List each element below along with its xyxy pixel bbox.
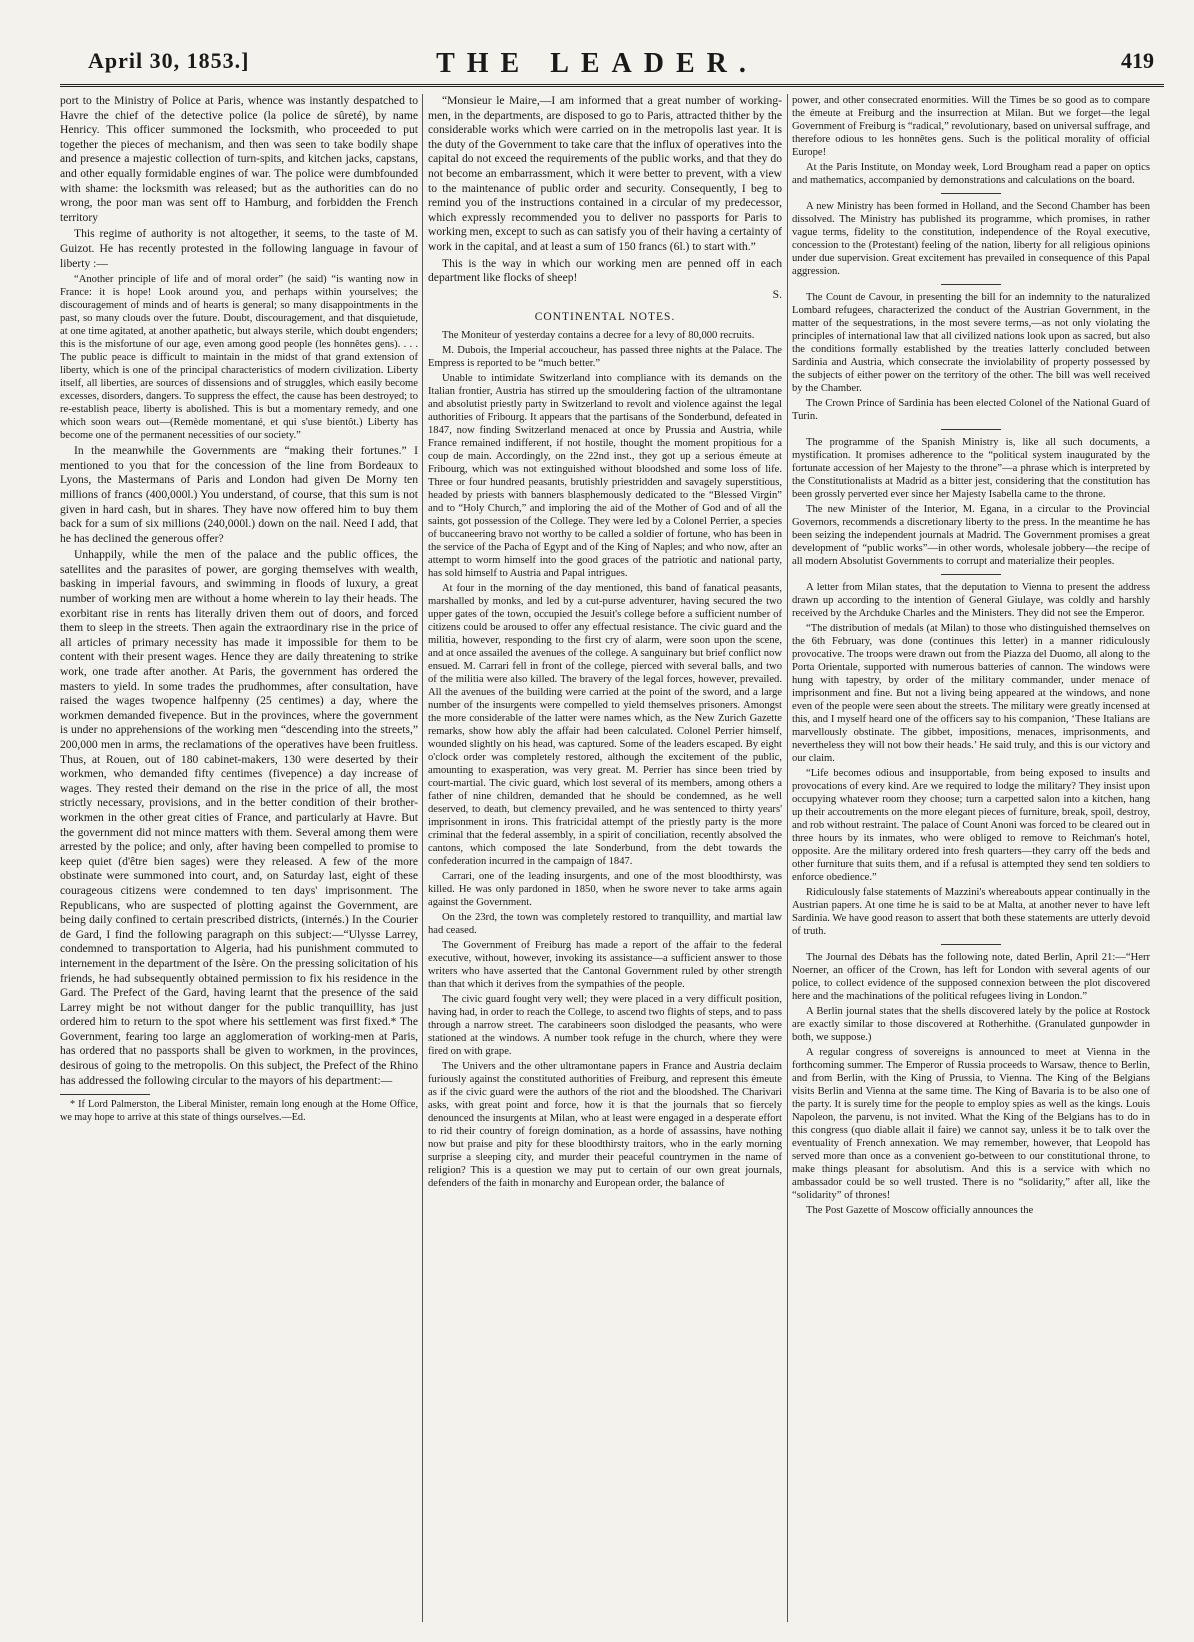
separator — [941, 284, 1001, 285]
quoted-paragraph: “Life becomes odious and insupportable, from being exposed to insults and provocations of every kind. Are we required to lodge the military? They insist upon occupying whatever room they choose; turn a carpetted salon into a kitchen, hang up their accoutrements on the more elegant pieces of furniture, break, spoil, destroy, and rob without restraint. The palace of Count Anoni was forced to be cleared out in three hours by its inmates, who were obliged to remove to Reichman's hotel, opposite. Are the military ordered into fresh quarters—they carry off the beds and other furniture that suits them, and if a refusal is attempted they send ten soldiers to enforce obedience.” — [792, 768, 1150, 883]
separator — [941, 429, 1001, 430]
separator — [941, 944, 1001, 945]
separator — [941, 193, 1001, 194]
paragraph: Unhappily, while the men of the palace and the public offices, the satellites and the parasites of power, are gorging themselves with wealth, basking in imperial favours, and swimming in floods of luxury, a great number of working men are without a home wherein to lay their heads. The exorbitant rise in rents has literally driven them out of doors, and forced them to sleep in the streets. Then again the extraordinary rise in the price of all articles of primary necessity has made it impossible for them to be content with their present wages. Hence they are daily threatening to strike work, one trade after another. At Paris, the government has ordered the masters to yield. In some trades the prudhommes, after consultation, have raised the wages twopence halfpenny (25 centimes) a day, where the workmen demanded fivepence. But in the provinces, where the government is under no apprehensions of the working men “descending into the streets,” 200,000 men in arms, the reclamations of the operatives have been fruitless. Thus, at Rouen, out of 180 cabinet-makers, 130 were deserted by their workmen, who demanded fifty centimes (fivepence) a day increase of wages. They rested their demand on the rise in the price of all, the most strictly necessary, provisions, and in the better condition of their brother-workmen in the other great cities of France, and particularly at Havre. But the government did not mince matters with them. Several among them were arrested by the police; and only, after having been compelled to promise to keep quiet (d'être bien sages) were they released. A few of the more obstinate were summoned into court, and, on Saturday last, eight of these courageous citizens were condemned to ten days' imprisonment. The Republicans, who are suspected of plotting against the Government, are being daily confined to certain prescribed districts, (internés.) In the Courier de Gard, I find the following paragraph on this subject:—“Ulysse Larrey, condemned to transportation to Algeria, had his punishment commuted to internement in the department of the Isère. On the pressing solicitation of his friends, he had subsequently obtained permission to fix his residence in the Gard. The Prefect of the Gard, having learnt that the presence of the said Larrey might be not without danger for the public tranquillity, has just ordered him to return to the spot where his settlement was first fixed.* The Government, fearing too large an agglomeration of working-men at Paris, has ordered that no passports shall be given to workmen, in the provinces, desirous of going to the metropolis. On this subject, the Prefect of the Rhino has addressed the following circular to the mayors of his department:— — [60, 548, 418, 1087]
separator — [941, 574, 1001, 575]
paragraph: The Government of Freiburg has made a report of the affair to the federal executive, without, however, invoking its assistance—a sufficient answer to those writers who have asserted that the Cantonal Government ruled by other strength than that which it derives from the sympathies of the people. — [428, 939, 782, 990]
paragraph: This is the way in which our working men are penned off in each department like flocks of sheep! — [428, 256, 782, 285]
signature: S. — [772, 287, 782, 301]
paragraph: M. Dubois, the Imperial accoucheur, has passed three nights at the Palace. The Empress is reported to be “much better.” — [428, 344, 782, 369]
column-divider — [422, 94, 423, 1622]
paragraph: Unable to intimidate Switzerland into compliance with its demands on the Italian frontier, Austria has stirred up the smouldering faction of the ultramontane and absolutist priestly party in Switzerland to revolt and violence against the legal authorities of Fribourg. It appears that the partisans of the Sonderbund, defeated in 1847, now finding Switzerland menaced at once by Prussia and Austria, while France remained indifferent, if not hostile, thought the moment propitious for a coup de main. Accordingly, on the 22nd inst., they got up a serious émeute at Fribourg, which was not extinguished without bloodshed and some loss of life. Three or four hundred peasants, brutishly priestridden and savagely superstitious, headed by priests with banners blasphemously dedicated to the “Blessed Virgin” and to “Holy Church,” and imploring the aid of the Mother of God and of all the saints, got possession of the College. They were led by a Colonel Perrier, a species of buccaneering bravo not worthy to be called a soldier of fortune, who has been in the service of the Pacha of Egypt and of the King of Naples; and who now, after an attempt to worm himself into the good graces of the patriotic and national party, has sold himself to Austria and Papal intrigues. — [428, 372, 782, 579]
paragraph: The Post Gazette of Moscow officially announces the — [806, 1205, 1034, 1216]
paragraph: The Univers and the other ultramontane papers in France and Austria declaim furiously against the constituted authorities of Freiburg, and represent this émeute as if the civic guard were the authors of the riot and the bloodshed. The Charivari asks, with great point and force, how it is that the journals that so fiercely denounced the insurgents at Milan, who at least were engaged in a desperate effort to rid their country of foreign domination, as a horde of assassins, have nothing now but praise and pity for these bloodthirsty traitors, who in the early morning surprise a sleeping city, and murder their peaceful countrymen in the name of religion? This is a question we may put to certain of our own great journals, defenders of the faith in monarchy and European order, the balance of — [428, 1060, 782, 1189]
quoted-paragraph: “Another principle of life and of moral order” (he said) “is wanting now in France: it is hope! Look around you, and perhaps within yourselves; the discouragement of minds and of hearts is general; so many disappointments in the past, so many clouds over the future. Doubt, discouragement, and that disquietude, at one time agitated, at another apathetic, but always sterile, which doubt engenders; this is the misfortune of our age, even among good people (les honnêtes gens). . . . The public peace is difficult to maintain in the midst of that grand extension of liberty, which is one of the principal characteristics of modern civilization. Liberty itself, all liberties, are sources of dissensions and of struggles, which easily become excesses, disorders, dangers. To suppress the effect, the cause has been destroyed; to re-establish peace, liberty is abolished. This is but a momentary remedy, and one which soon wears out—(Remède momentané, et qui s'use bientôt.) Liberty has become one of the permanent necessities of our society.” — [60, 274, 418, 442]
footnote: * If Lord Palmerston, the Liberal Minister, remain long enough at the Home Office, we may hope to arrive at this state of things ourselves.—Ed. — [60, 1099, 418, 1123]
quoted-paragraph: “The distribution of medals (at Milan) to those who distinguished themselves on the 6th February, was done (continues this letter) in a manner ridiculously provocative. The troops were drawn out from the Piazza del Duomo, all along to the Porta Orientale, supported with numerous batteries of cannon. The windows were hung with tapestry, by order of the military commander, under menace of imprisonment and fine. But not a living being appeared at the windows, and none even of the people were seen about the streets. The military were greatly incensed at this, and I myself heard one of the officers say to his companion, ‘These Italians are marvellously obstinate. The gibbet, impositions, menaces, imprisonments, and nevertheless they will not bow their heads.’ He said truly, and this is our victory and our claim. — [792, 623, 1150, 764]
paragraph: The Crown Prince of Sardinia has been elected Colonel of the National Guard of Turin. — [792, 398, 1150, 422]
column-2 — [428, 94, 782, 1622]
issue-date: April 30, 1853.] — [88, 48, 250, 73]
paragraph: A regular congress of sovereigns is announced to meet at Vienna in the forthcoming summer. The Emperor of Russia proceeds to Warsaw, thence to Berlin, and from Berlin, with the King of Prussia, to Vienna. The King of the Belgians visits Berlin and Vienna at the same time. The King of Bavaria is to be also one of the party. It is surely time for the people to employ spies as well as the kings. Louis Napoleon, the parvenu, is not invited. What the King of the Belgians has to do in this congress (quo diable allait il faire) we cannot say, unless it be to talk over the eventuality of French annexation. We may remember, however, that Leopold has served more than once as a convenient go-between to our constitutional throne, to make things pleasant for absolutism. And this is a service with which no ambassador could be so well trusted. There is no “solidarity,” after all, like the “solidarity” of thrones! — [792, 1047, 1150, 1201]
paragraph: Ridiculously false statements of Mazzini's whereabouts appear continually in the Austrian papers. At one time he is said to be at Malta, at another never to have left Sardinia. We have good reason to assert that both these statements are utterly devoid of truth. — [792, 887, 1150, 937]
page-number: 419 — [1121, 48, 1154, 73]
paragraph: A Berlin journal states that the shells discovered lately by the police at Rostock are exactly similar to those discovered at Rotherhithe. (Granulated gunpowder in both, we suppose.) — [792, 1006, 1150, 1043]
column-divider — [787, 94, 788, 1622]
paragraph: A letter from Milan states, that the deputation to Vienna to present the address drawn up according to the intention of General Giulaye, was coldly and harshly received by the Archduke Charles and the Ministers. They did not see the Emperor. — [792, 582, 1150, 619]
paragraph: The Count de Cavour, in presenting the bill for an indemnity to the naturalized Lombard refugees, characterized the conduct of the Austrian Government, in the matter of the sequestrations, in the most severe terms,—as not only violating the principles of international law that all civilized nations look upon as sacred, but also the conditions formally established by the treaties latterly concluded between Sardinia and Austria, which consecrate the inviolability of property possessed by the subjects of either power on the territory of the other. The bill was well received by the Chamber. — [792, 292, 1150, 394]
masthead — [20, 18, 1174, 79]
paragraph: port to the Ministry of Police at Paris, whence was instantly despatched to Havre the chief of the detective police (la police de sûreté), by name Henricy. This officer summoned the locksmith, who proceeded to put together the pieces of mechanism, and then was seen to take bodily shape and presence a majestic collection of turn-spits, and kitchen jacks, capstans, and other equally formidable engines of war. The police were dumbfounded with shame: the locksmith was released; but as the authorities can do no wrong, the poor man was sent off to Hamburg, and forbidden the French territory — [60, 94, 418, 224]
paragraph: Carrari, one of the leading insurgents, and one of the most bloodthirsty, was killed. He was only pardoned in 1850, when he swore never to take arms again against the Government. — [428, 870, 782, 908]
paragraph: The new Minister of the Interior, M. Egana, in a circular to the Provincial Governors, recommends a discretionary liberty to the press. In the meantime he has been seizing the independent journals at Madrid. The Government promises a great development of “public works”—in other words, wholesale jobbery—the recipe of all modern Absolutist Governments to corrupt and materialize their peoples. — [792, 504, 1150, 567]
quoted-paragraph: “Monsieur le Maire,—I am informed that a great number of working-men, in the departments, are disposed to go to Paris, attracted thither by the considerable works which were carried on in the metropolis last year. It is the duty of the Government to take care that the influx of operatives into the capital do not exceed the requirements of the public works, and that they do not become an embarrassment, which it were better to prevent, with a view to the maintenance of public order and security. Consequently, I beg to remind you of the instructions contained in a circular of my predecessor, which expressly recommended you to deliver no passports for Paris to working men, except to such as can satisfy you of their having a certainty of work in the capital, and at least a sum of 150 francs (6l.) to start with.” — [428, 94, 782, 253]
newspaper-title: THE LEADER. — [436, 48, 758, 79]
paragraph: A new Ministry has been formed in Holland, and the Second Chamber has been dissolved. The Ministry has published its programme, which promises, in rather vague terms, fidelity to the constitution, independence of the Royal executive, concession to the (Protestant) feeling of the nation, liberty for all religious opinions under due supervision. Great excitement has prevailed in consequence of this Papal aggression. — [792, 201, 1150, 277]
paragraph: In the meanwhile the Governments are “making their fortunes.” I mentioned to you that for the concession of the line from Bordeaux to Lyons, the Mastermans of Paris and London had given De Morny ten millions of francs (400,000l.) You understand, of course, that this sum is not given in hard cash, but in shares. They have now offered him to buy them back for a sum of six millions (240,000l.) down on the nail. Need I add, that he has declined the generous offer? — [60, 444, 418, 545]
paragraph: power, and other consecrated enormities. Will the Times be so good as to compare the émeute at Freiburg and the insurrection at Milan. But we forget—the legal Government of Freiburg is “radical,” revolutionary, based on universal suffrage, and therefore odious to les honnêtes gens. Such is the political morality of official Europe! — [792, 95, 1150, 158]
paragraph: The Journal des Débats has the following note, dated Berlin, April 21:—“Herr Noerner, an officer of the Crown, has left for London with several agents of our police, to collect evidence of the supposed connexion between the plot discovered here and the machinations of the political refugees living in London.” — [792, 952, 1150, 1002]
paragraph: At four in the morning of the day mentioned, this band of fanatical peasants, marshalled by monks, and led by a cut-purse adventurer, having secured the two upper gates of the town, occupied the Jesuit's college before a sufficient number of citizens could be aroused to offer any effectual resistance. The civic guard and the militia, however, responding to the first cry of alarm, were soon upon the scene, and at once assailed the avenues of the college. A sanguinary but brief conflict now ensued. M. Carrari fell in front of the college, pierced with several balls, and two of the militia were also killed. The bravery of the legal forces, however, prevailed. All the avenues of the building were carried at the point of the sword, and a large number of the insurgents were compelled to yield themselves prisoners. Amongst the more considerable of the latter were names which, as the New Zurich Gazette remarks, show how ably the affair had been calculated. Colonel Perrier himself, wounded slightly on his head, was captured. Some of the leaders escaped. By eight o'clock order was completely restored, although the excitement of the public, amounting to exasperation, was very great. M. Perrier has since been tried by court-martial. The civic guard, which lost several of its members, among others a father of nine children, demanded that he should be condemned, as he well deserved, to death, but clemency prevailed, and he was sentenced to thirty years' imprisonment in irons. This fratricidal attempt of the priestly party is the more criminal that the federal assembly, in a spirit of conciliation, recently absolved the cantons, which composed the late Sonderbund, from the debt towards the confederation incurred in the campaign of 1847. — [428, 582, 782, 867]
paragraph: The civic guard fought very well; they were placed in a very difficult position, having had, in order to reach the College, to ascend two flights of steps, and to pass through a narrow street. The carabineers soon dislodged the peasants, who were stationed at the windows. A number took refuge in the church, where they were fired on with grape. — [428, 993, 782, 1057]
paragraph: This regime of authority is not altogether, it seems, to the taste of M. Guizot. He has recently protested in the following language in favour of liberty :— — [60, 227, 418, 270]
paragraph: The programme of the Spanish Ministry is, like all such documents, a mystification. It promises adherence to the “political system inaugurated by the fortunate accession of her Majesty to the throne”—a phrase which is interpreted by the Constitutionalists at Madrid as a bitter jest, considering that the constitution has been grossly perverted ever since her Majesty Isabella came to the throne. — [792, 437, 1150, 500]
paragraph: On the 23rd, the town was completely restored to tranquillity, and martial law had ceased. — [428, 911, 782, 936]
section-heading: CONTINENTAL NOTES. — [534, 311, 676, 324]
footnote-rule — [60, 1094, 150, 1095]
masthead-rule — [60, 84, 1164, 87]
paragraph: The Moniteur of yesterday contains a decree for a levy of 80,000 recruits. — [442, 329, 755, 341]
paragraph: At the Paris Institute, on Monday week, Lord Brougham read a paper on optics and mathematics, accompanied by demonstrations and calculations on the board. — [792, 162, 1150, 186]
column-3 — [792, 94, 1150, 1622]
column-1 — [60, 94, 418, 1622]
